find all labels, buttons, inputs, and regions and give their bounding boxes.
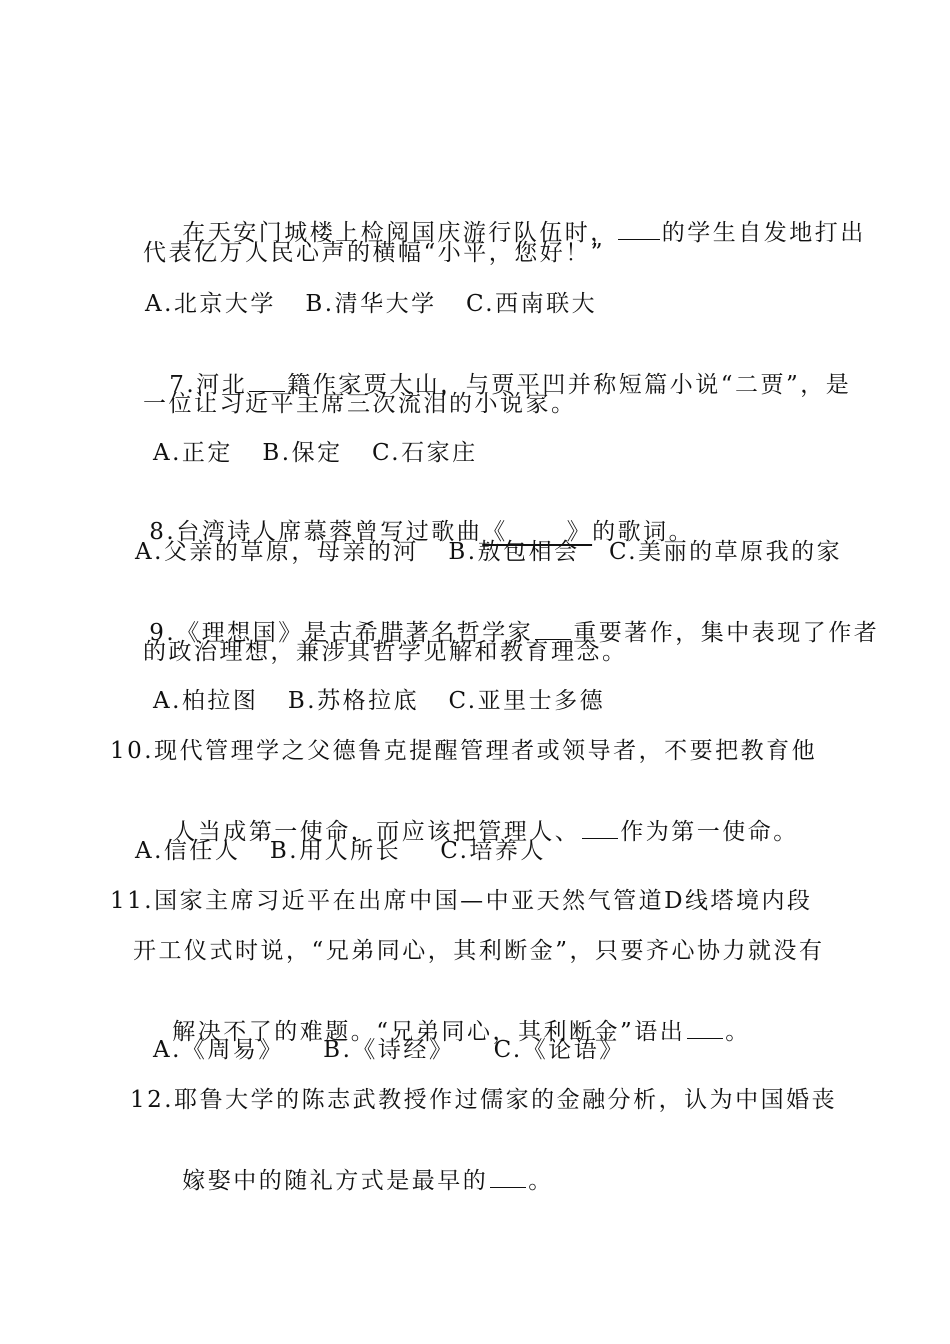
q7-text-b: 籍作家贾大山，与贾平凹并称短篇小说“二贾”，是	[287, 372, 852, 398]
q10-options: A.信任人 B.用人所长 C.培养人	[135, 838, 546, 864]
q11-text-b: 。	[725, 1019, 751, 1045]
q12-text-b: 。	[528, 1168, 554, 1194]
q11-line1: 11.国家主席习近平在出席中国—中亚天然气管道D线塔境内段	[110, 888, 813, 914]
q9-text-b: 重要著作，集中表现了作者	[573, 620, 880, 646]
q12-text-a: 嫁娶中的随礼方式是最早的	[182, 1168, 489, 1194]
q6-blank	[618, 217, 660, 240]
q10-line1: 10.现代管理学之父德鲁克提醒管理者或领导者，不要把教育他	[110, 738, 818, 764]
q9-options: A.柏拉图 B.苏格拉底 C.亚里士多德	[153, 688, 606, 714]
q8-options: A.父亲的草原，母亲的河 B.敖包相会 C.美丽的草原我的家	[135, 539, 843, 565]
q8-text-a: 8.台湾诗人席慕蓉曾写过歌曲	[149, 519, 483, 545]
q12-line2	[143, 1135, 554, 1226]
q10-text-b: 作为第一使命。	[620, 819, 799, 845]
q7-line2: 一位让习近平主席三次流泪的小说家。	[143, 391, 577, 417]
q11-blank	[687, 1016, 723, 1039]
q9-text-a: 9.《理想国》是古希腊著名哲学家	[149, 620, 534, 646]
q11-line2: 开工仪式时说，“兄弟同心，其利断金”，只要齐心协力就没有	[133, 938, 825, 964]
q6-text-b: 的学生自发地打出	[661, 220, 866, 246]
q12-line1: 12.耶鲁大学的陈志武教授作过儒家的金融分析，认为中国婚丧	[130, 1087, 838, 1113]
q8-text-c: 的歌词。	[592, 519, 695, 545]
q9-line2: 的政治理想，兼涉其哲学见解和教育理念。	[143, 639, 628, 665]
q11-text-a: 解决不了的难题。“兄弟同心，其利断金”语出	[172, 1019, 686, 1045]
q7-text-a: 7.河北	[169, 372, 248, 398]
q10-text-a: 人当成第一使命，而应该把管理人、	[172, 819, 581, 845]
q11-options: A.《周易》 B.《诗经》 C.《论语》	[153, 1037, 625, 1063]
q12-blank	[490, 1165, 526, 1188]
q6-text-a: 在天安门城楼上检阅国庆游行队伍时，	[182, 220, 616, 246]
q10-blank	[582, 816, 618, 839]
q8-song-blank: 《 》	[482, 519, 593, 545]
q6-line2: 代表亿万人民心声的横幅“小平，您好！”	[143, 240, 606, 266]
q7-options: A.正定 B.保定 C.石家庄	[153, 440, 478, 466]
q6-options: A.北京大学 B.清华大学 C.西南联大	[145, 291, 598, 317]
